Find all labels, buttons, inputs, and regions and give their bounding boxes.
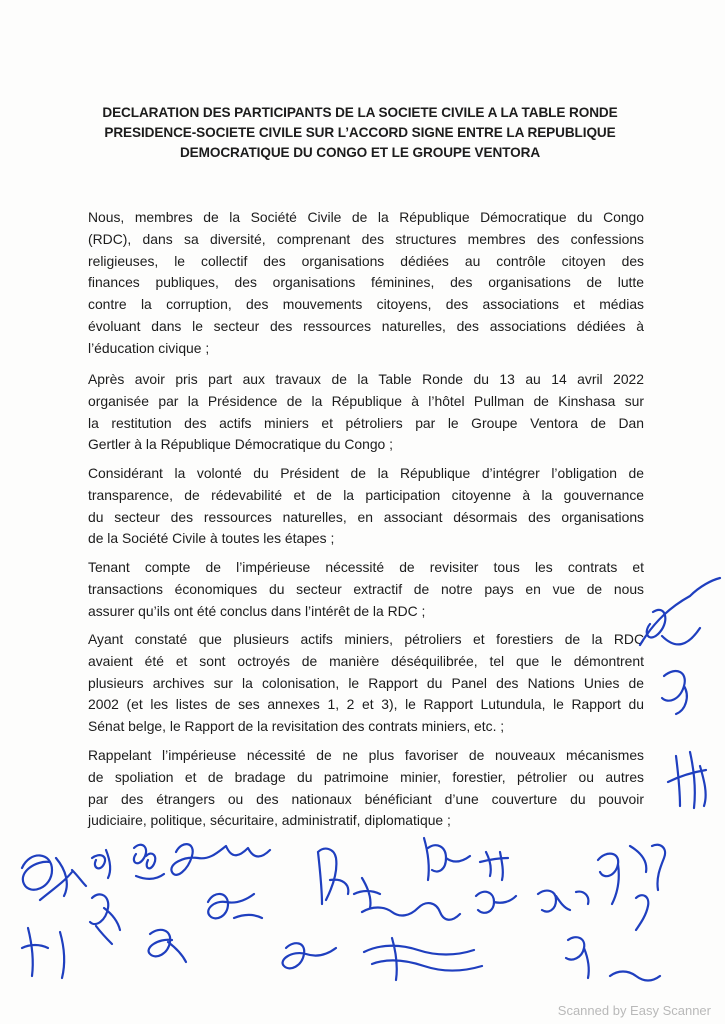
signature-19	[364, 938, 482, 980]
signature-margin-3	[668, 752, 706, 808]
paragraph-apres	[88, 369, 644, 456]
title-line: DEMOCRATIQUE DU CONGO ET LE GROUPE VENTORA	[179, 145, 541, 160]
signature-6	[424, 838, 470, 880]
paragraph-nous	[88, 207, 644, 360]
signature-margin-1	[640, 578, 720, 645]
text-line: assurer qu’ils ont été conclus dans l’intérêt de la RDC ;	[88, 602, 426, 619]
signature-7	[480, 852, 508, 880]
signature-5	[318, 849, 348, 904]
text-line: contre la corruption, des mouvements citoyens, des associations et médias	[88, 296, 644, 313]
text-line: Considérant la volonté du Président de la République d’intégrer l’obligation de	[88, 465, 644, 481]
text-line: religieuses, le collectif des organisations dédiées au contrôle citoyen des	[88, 252, 644, 269]
signature-8	[598, 846, 646, 904]
text-line: par des étrangers ou des nationaux bénéficiant d’une couverture du pouvoir	[88, 790, 644, 807]
text-line: 2002 (et les listes de ses annexes 1, 2 et 3), le Rapport Lutundula, le Rapport du	[88, 696, 644, 713]
text-line: l’éducation civique ;	[88, 339, 210, 356]
text-line: la restitution des actifs miniers et pétroliers par le Groupe Ventora de Dan	[88, 414, 644, 431]
signature-20	[566, 937, 589, 978]
text-line: de la Société Civile à toutes les étapes ;	[88, 530, 335, 547]
signature-11	[208, 894, 262, 918]
title-line: PRESIDENCE-SOCIETE CIVILE SUR L’ACCORD SIGNE ENTRE LA REPUBLIQUE	[104, 125, 616, 140]
text-line: avaient été et sont octroyés de manière déséquilibrée, tel que le démontrent	[88, 652, 644, 669]
signature-18	[283, 943, 336, 968]
text-line: plusieurs archives sur la colonisation, le Rapport du Panel des Nations Unies de	[88, 674, 644, 691]
text-line: transactions économiques du secteur extractif de notre pays en vue de nous	[88, 580, 644, 597]
signature-10	[90, 894, 120, 944]
text-line: finances publiques, des organisations féminines, des organisations de lutte	[88, 274, 644, 291]
text-line: évoluant dans le secteur des ressources naturelles, des associations dédiées à	[88, 317, 644, 334]
signature-13	[476, 892, 516, 913]
text-line: du secteur des ressources naturelles, en associant désormais des organisations	[88, 508, 644, 525]
signature-14	[538, 891, 588, 912]
paragraph-ayant	[88, 629, 644, 738]
signature-1	[22, 855, 86, 900]
paragraph-tenant	[88, 557, 644, 622]
text-line: Tenant compte de l’impérieuse nécessité de revisiter tous les contrats et	[88, 559, 644, 575]
paragraph-rappelant	[88, 745, 644, 832]
signature-17	[149, 930, 186, 962]
text-line: judiciaire, politique, sécuritaire, administratif, diplomatique ;	[88, 812, 451, 829]
signature-15	[636, 895, 648, 930]
scanner-watermark: Scanned by Easy Scanner	[557, 1003, 711, 1018]
paragraph-considerant	[88, 463, 644, 550]
text-line: Rappelant l’impérieuse nécessité de ne plus favoriser de nouveaux mécanismes	[88, 747, 644, 763]
text-line: (RDC), dans sa diversité, comprenant des structures membres des confessions	[88, 230, 644, 247]
signature-margin-2	[662, 671, 687, 714]
signature-16	[22, 928, 64, 978]
document-title	[70, 103, 650, 163]
signature-12	[354, 878, 460, 920]
text-line: Après avoir pris part aux travaux de la Table Ronde du 13 au 14 avril 2022	[88, 371, 644, 387]
signature-2	[92, 850, 110, 878]
text-line: organisée par la Présidence de la République à l’hôtel Pullman de Kinshasa sur	[88, 392, 644, 409]
text-line: Nous, membres de la Société Civile de la République Démocratique du Congo	[88, 209, 644, 225]
signature-3	[134, 845, 164, 879]
signature-9	[652, 845, 665, 890]
text-line: de spoliation et de bradage du patrimoine minier, forestier, pétrolier ou autres	[88, 768, 644, 785]
text-line: Gertler à la République Démocratique du Congo ;	[88, 436, 393, 453]
text-line: transparence, de rédevabilité et de la participation citoyenne à la gouvernance	[88, 486, 644, 503]
text-line: Sénat belge, le Rapport de la revisitation des contrats miniers, etc. ;	[88, 718, 505, 735]
title-line: DECLARATION DES PARTICIPANTS DE LA SOCIETE CIVILE A LA TABLE RONDE	[102, 105, 618, 120]
signature-21	[610, 972, 660, 981]
signature-4	[171, 844, 270, 875]
text-line: Ayant constaté que plusieurs actifs miniers, pétroliers et forestiers de la RDC	[88, 631, 644, 647]
